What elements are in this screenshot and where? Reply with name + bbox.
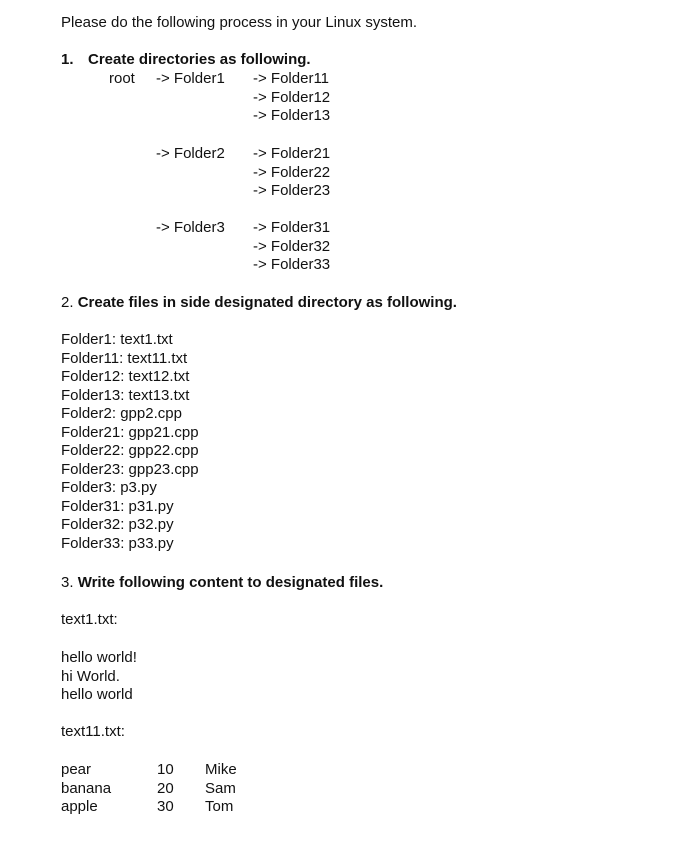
intro-text: Please do the following process in your Linux system.: [61, 14, 418, 31]
folder1-label: -> Folder1: [156, 70, 225, 87]
file-list-item: Folder23: gpp23.cpp: [61, 460, 199, 478]
file-list-item: Folder3: p3.py: [61, 479, 157, 496]
file-list-item: Folder1: text1.txt: [61, 331, 173, 348]
text1-content: [61, 649, 137, 705]
text11-num: 20: [157, 779, 174, 797]
text11-name: banana: [61, 779, 112, 797]
text11-col-num: [157, 761, 174, 817]
text1-line: hello world!: [61, 649, 137, 666]
folder3-children: [253, 219, 330, 275]
folder12-label: -> Folder12: [253, 88, 331, 106]
folder3-label: -> Folder3: [156, 219, 225, 236]
text1-line: hello world: [61, 686, 133, 703]
text11-label: text11.txt:: [61, 723, 125, 740]
file-list-item: Folder33: p33.py: [61, 534, 174, 552]
text11-person: Sam: [205, 779, 236, 797]
folder21-label: -> Folder21: [253, 145, 331, 162]
folder33-label: -> Folder33: [253, 256, 331, 274]
step1-title: Create directories as following.: [88, 51, 311, 68]
file-list-item: Folder2: gpp2.cpp: [61, 405, 182, 422]
file-list-item: Folder21: gpp21.cpp: [61, 423, 199, 441]
folder22-label: -> Folder22: [253, 163, 331, 181]
text11-person: Mike: [205, 761, 237, 778]
step2-heading: [61, 294, 457, 312]
file-list-item: Folder22: gpp22.cpp: [61, 442, 199, 459]
folder31-label: -> Folder31: [253, 219, 331, 236]
folder23-label: -> Folder23: [253, 182, 331, 200]
text1-line: hi World.: [61, 667, 120, 685]
text11-col-name: [61, 761, 111, 817]
step3-heading: [61, 574, 383, 592]
text11-col-person: [205, 761, 237, 817]
file-list-item: Folder11: text11.txt: [61, 349, 188, 367]
step1-number: 1.: [61, 51, 74, 68]
file-list-item: Folder32: p32.py: [61, 516, 174, 533]
text11-num: 30: [157, 798, 174, 815]
text11-name: pear: [61, 761, 92, 778]
folder1-children: [253, 70, 330, 126]
file-list: [61, 331, 199, 553]
step3-title: Write following content to designated files.: [77, 574, 384, 591]
folder2-label: -> Folder2: [156, 145, 225, 162]
text11-name: apple: [61, 798, 98, 815]
file-list-item: Folder31: p31.py: [61, 497, 174, 515]
root-label: root: [109, 70, 135, 87]
folder32-label: -> Folder32: [253, 237, 331, 255]
text11-num: 10: [157, 761, 174, 778]
step2-title: Create files in side designated directory as following.: [77, 294, 457, 311]
folder2-children: [253, 145, 330, 201]
step3-number: 3.: [61, 574, 74, 591]
file-list-item: Folder13: text13.txt: [61, 386, 190, 404]
folder13-label: -> Folder13: [253, 107, 331, 125]
text11-person: Tom: [205, 798, 234, 815]
folder11-label: -> Folder11: [253, 70, 330, 87]
step2-number: 2.: [61, 294, 74, 311]
text1-label: text1.txt:: [61, 611, 118, 628]
file-list-item: Folder12: text12.txt: [61, 368, 190, 385]
